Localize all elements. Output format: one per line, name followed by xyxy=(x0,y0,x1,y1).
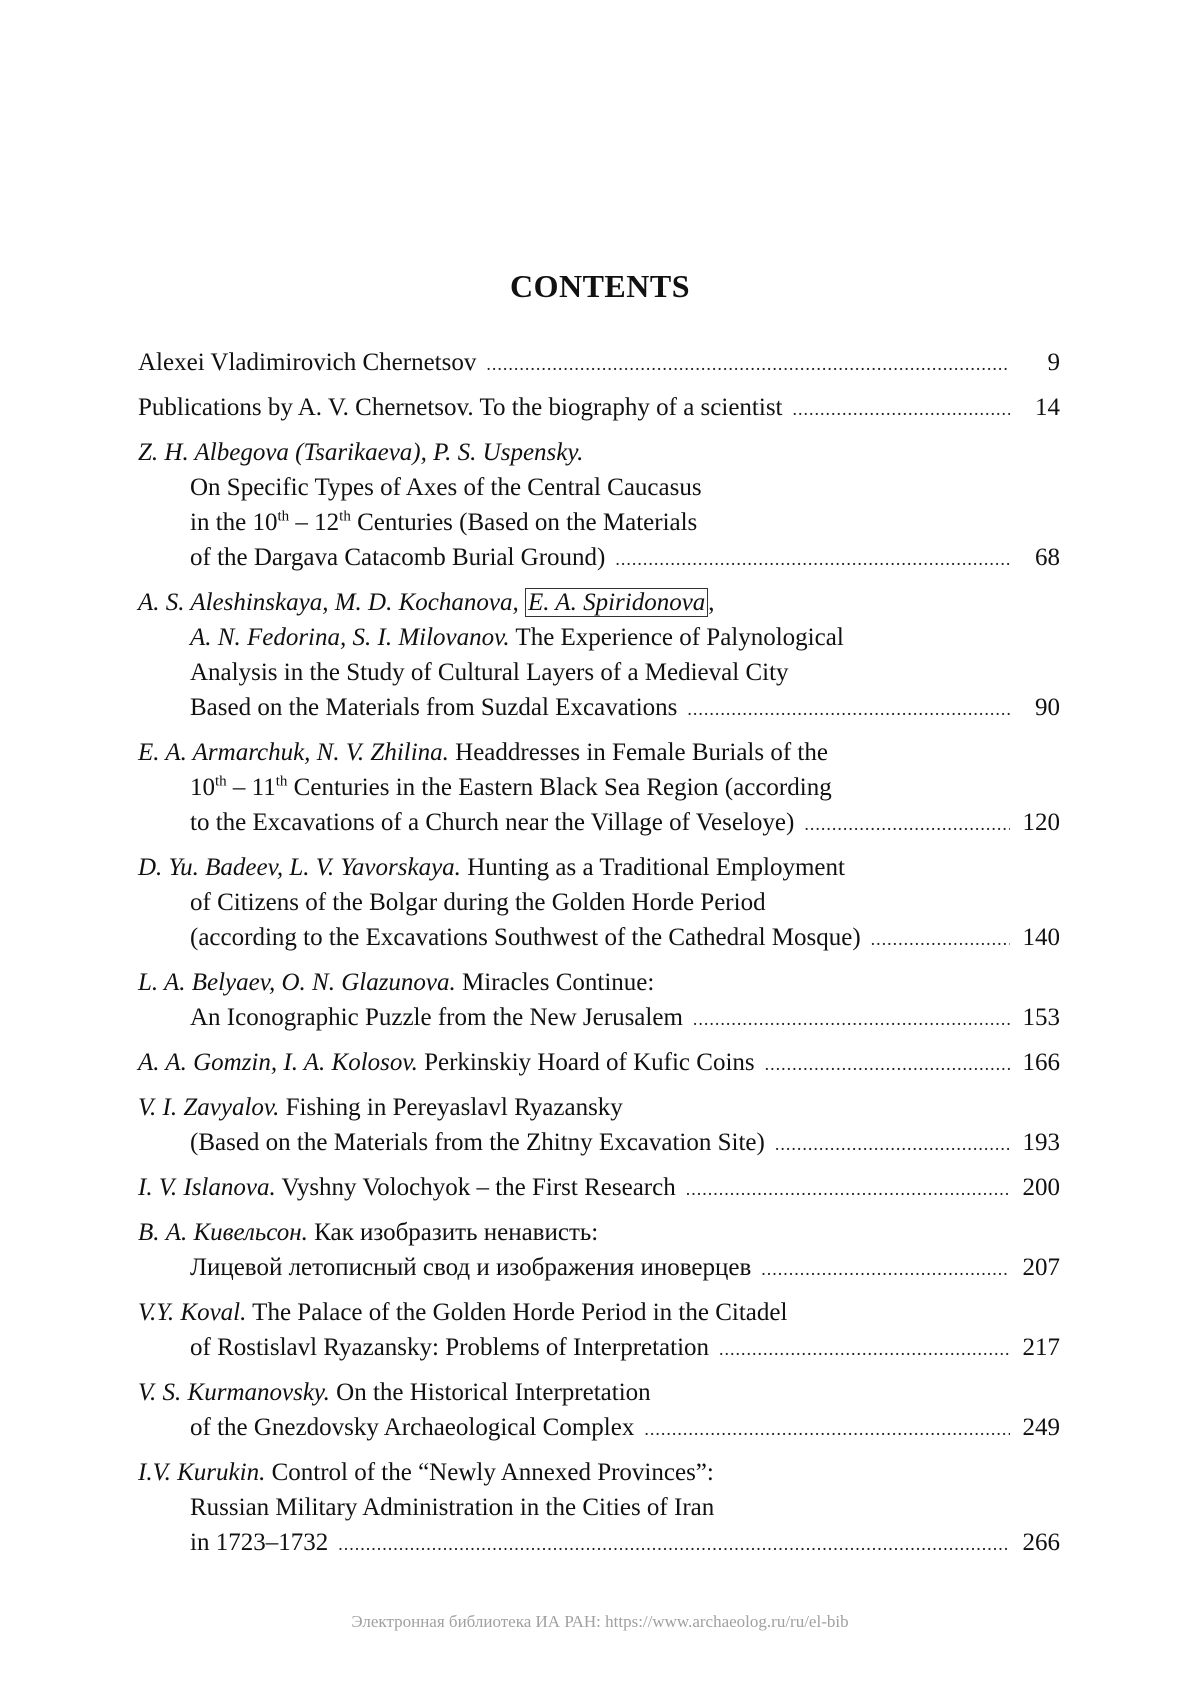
dot-leader xyxy=(871,922,1010,957)
toc-line xyxy=(138,470,1060,505)
entry-title: 10th – 11th Centuries in the Eastern Black Sea Region (according xyxy=(190,773,832,801)
entry-title: V. S. Kurmanovsky. On the Historical Interpretation xyxy=(138,1379,651,1406)
entry-title: (Based on the Materials from the Zhitny Excavation Site) xyxy=(190,1129,765,1156)
page-number: 193 xyxy=(1022,1129,1060,1156)
entry-title: I. V. Islanova. Vyshny Volochyok – the First Research xyxy=(138,1174,676,1201)
entry-title: L. A. Belyaev, O. N. Glazunova. Miracles Continue: xyxy=(138,969,655,996)
toc-entry xyxy=(138,585,1060,727)
dot-leader xyxy=(644,1412,1010,1447)
toc-entry xyxy=(138,1215,1060,1287)
entry-title: in the 10th – 12th Centuries (Based on the Materials xyxy=(190,508,698,536)
toc-entry xyxy=(138,435,1060,577)
toc-line xyxy=(138,585,1060,620)
entry-title: V.Y. Koval. The Palace of the Golden Horde Period in the Citadel xyxy=(138,1299,788,1326)
entry-title: Лицевой летописный свод и изображения иноверцев xyxy=(190,1254,752,1281)
toc-line xyxy=(138,1000,1060,1037)
toc-entry xyxy=(138,1090,1060,1162)
toc-entry xyxy=(138,1045,1060,1082)
toc-line xyxy=(138,1410,1060,1447)
entry-title: В. А. Кивельсон. Как изобразить ненависть: xyxy=(138,1219,599,1246)
page-number: 249 xyxy=(1022,1414,1060,1441)
page-number: 207 xyxy=(1022,1254,1060,1281)
entry-title: E. A. Armarchuk, N. V. Zhilina. Headdresses in Female Burials of the xyxy=(138,739,828,766)
toc-entry xyxy=(138,1295,1060,1367)
entry-title: Russian Military Administration in the Cities of Iran xyxy=(190,1494,715,1521)
dot-leader xyxy=(615,542,1010,577)
toc-line xyxy=(138,1295,1060,1330)
toc-line xyxy=(138,390,1060,427)
toc-line xyxy=(138,1330,1060,1367)
page-number: 140 xyxy=(1022,924,1060,951)
entry-title: to the Excavations of a Church near the Village of Veseloye) xyxy=(190,809,795,836)
page-number: 14 xyxy=(1035,394,1060,421)
toc-line xyxy=(138,1170,1060,1207)
dot-leader xyxy=(804,807,1010,842)
entry-title: A. N. Fedorina, S. I. Milovanov. The Experience of Palynological xyxy=(190,624,844,651)
toc-line xyxy=(138,965,1060,1000)
dot-leader xyxy=(761,1252,1010,1287)
page-number: 217 xyxy=(1022,1334,1060,1361)
toc-line xyxy=(138,850,1060,885)
dot-leader xyxy=(687,692,1010,727)
toc-entry xyxy=(138,1170,1060,1207)
dot-leader xyxy=(775,1127,1010,1162)
toc-line xyxy=(138,620,1060,655)
toc-line xyxy=(138,920,1060,957)
toc-line xyxy=(138,1525,1060,1562)
entry-title: D. Yu. Badeev, L. V. Yavorskaya. Hunting as a Traditional Employment xyxy=(138,854,845,881)
contents-title: CONTENTS xyxy=(509,268,691,304)
entry-title: (according to the Excavations Southwest of the Cathedral Mosque) xyxy=(190,924,861,951)
toc-line xyxy=(138,735,1060,770)
toc-entry xyxy=(138,965,1060,1037)
toc-line xyxy=(138,1375,1060,1410)
dot-leader xyxy=(719,1332,1010,1367)
entry-title: Alexei Vladimirovich Chernetsov xyxy=(138,349,477,376)
entry-authors: Z. H. Albegova (Tsarikaeva), P. S. Uspensky. xyxy=(138,439,584,466)
library-footer: Электронная библиотека ИА РАН: https://www.archaeolog.ru/ru/el-bib xyxy=(351,1612,849,1631)
toc-line xyxy=(138,1090,1060,1125)
toc-line xyxy=(138,1125,1060,1162)
dot-leader xyxy=(486,347,1010,382)
dot-leader xyxy=(338,1527,1010,1562)
toc-line xyxy=(138,690,1060,727)
toc-entry xyxy=(138,345,1060,382)
toc-entry xyxy=(138,1375,1060,1447)
entry-title: Publications by A. V. Chernetsov. To the biography of a scientist xyxy=(138,394,783,421)
toc-line xyxy=(138,1215,1060,1250)
entry-title: I.V. Kurukin. Control of the “Newly Annexed Provinces”: xyxy=(138,1459,714,1486)
toc-line xyxy=(138,1490,1060,1525)
dot-leader xyxy=(693,1002,1010,1037)
page-number: 90 xyxy=(1035,694,1060,721)
entry-title: of the Dargava Catacomb Burial Ground) xyxy=(190,544,606,571)
entry-title: On Specific Types of Axes of the Central Caucasus xyxy=(190,474,702,501)
entry-title: in 1723–1732 xyxy=(190,1529,329,1556)
page-number: 200 xyxy=(1022,1174,1060,1201)
toc-line xyxy=(138,805,1060,842)
toc-line xyxy=(138,345,1060,382)
table-of-contents xyxy=(138,345,1060,1570)
toc-line xyxy=(138,885,1060,920)
page-number: 166 xyxy=(1022,1049,1060,1076)
toc-line xyxy=(138,435,1060,470)
toc-entry xyxy=(138,390,1060,427)
entry-title: A. A. Gomzin, I. A. Kolosov. Perkinskiy Hoard of Kufic Coins xyxy=(138,1049,755,1076)
page-number: 266 xyxy=(1022,1529,1060,1556)
entry-title: V. I. Zavyalov. Fishing in Pereyaslavl Ryazansky xyxy=(138,1094,623,1121)
dot-leader xyxy=(793,392,1011,427)
toc-line xyxy=(138,1045,1060,1082)
dot-leader xyxy=(765,1047,1010,1082)
toc-line xyxy=(138,770,1060,805)
page-number: 9 xyxy=(1047,349,1060,376)
toc-line xyxy=(138,1250,1060,1287)
entry-title: of the Gnezdovsky Archaeological Complex xyxy=(190,1414,635,1441)
toc-entry xyxy=(138,735,1060,842)
toc-line xyxy=(138,655,1060,690)
entry-title: Based on the Materials from Suzdal Excavations xyxy=(190,694,678,721)
page-number: 120 xyxy=(1022,809,1060,836)
entry-title: of Rostislavl Ryazansky: Problems of Interpretation xyxy=(190,1334,710,1361)
toc-entry xyxy=(138,850,1060,957)
boxed-author: E. A. Spiridonova xyxy=(525,588,708,617)
entry-authors: A. S. Aleshinskaya, M. D. Kochanova, E. A. Spiridonova , xyxy=(138,589,715,616)
toc-line xyxy=(138,540,1060,577)
toc-line xyxy=(138,505,1060,540)
dot-leader xyxy=(686,1172,1010,1207)
entry-title: of Citizens of the Bolgar during the Golden Horde Period xyxy=(190,889,766,916)
entry-title: An Iconographic Puzzle from the New Jerusalem xyxy=(190,1004,683,1031)
page-number: 68 xyxy=(1035,544,1060,571)
toc-entry xyxy=(138,1455,1060,1562)
page-number: 153 xyxy=(1022,1004,1060,1031)
toc-line xyxy=(138,1455,1060,1490)
entry-title: Analysis in the Study of Cultural Layers of a Medieval City xyxy=(190,659,789,686)
